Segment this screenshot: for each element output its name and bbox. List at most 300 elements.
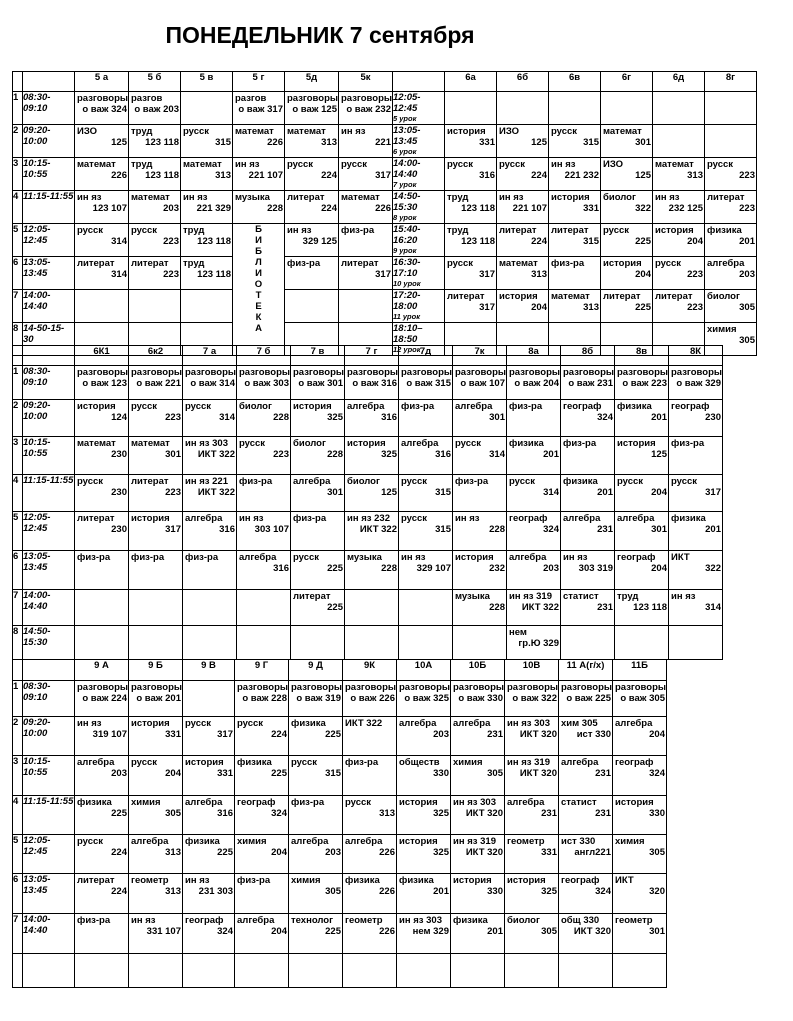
lesson-row: [13, 681, 667, 717]
lesson-room: 204: [687, 236, 703, 247]
lesson-subject: алгебра: [345, 836, 383, 847]
lesson-room: 322: [705, 563, 721, 574]
lesson-time: [23, 914, 75, 954]
lesson-row: [13, 954, 667, 988]
lesson-time: [23, 756, 75, 796]
lesson-cell: [237, 626, 291, 660]
lesson-cell: [397, 914, 451, 954]
lesson-cell: [505, 717, 559, 756]
lesson-subject: разговоры: [401, 367, 452, 378]
lesson-subject: история: [453, 875, 492, 886]
lesson-subject: музыка: [235, 192, 270, 203]
lesson-room: 330: [487, 886, 503, 897]
lesson-subject: разговоры: [345, 682, 396, 693]
lesson-cell: [559, 756, 613, 796]
lesson-cell: [507, 626, 561, 660]
lesson-cell: [345, 437, 399, 475]
lesson-subject: алгебра: [293, 476, 331, 487]
lesson-room: 201: [433, 886, 449, 897]
lesson-room: 231 303: [198, 886, 233, 897]
schedule-grades-6k-7-8: [12, 345, 723, 660]
lesson-cell: [343, 954, 397, 988]
lesson-room: 330: [433, 768, 449, 779]
lesson-subject: ин яз 319: [453, 836, 496, 847]
lesson-subject: статист: [563, 591, 599, 602]
lesson-room: 314: [219, 412, 235, 423]
lesson-subject: алгебра: [615, 718, 653, 729]
lesson-room: о важ 319: [296, 693, 341, 704]
library-letter: Б: [255, 246, 262, 257]
lesson-room: 301: [165, 449, 181, 460]
lesson-room: [613, 966, 666, 977]
lesson-cell: [601, 158, 653, 191]
class-header: 6г: [601, 72, 653, 92]
lesson-subject: [453, 626, 506, 638]
lesson-subject: [399, 590, 452, 602]
lesson-cell: [343, 874, 397, 914]
lesson-cell: [669, 475, 723, 512]
lesson-room: [181, 302, 232, 313]
lesson-room: о важ 125: [292, 104, 337, 115]
lesson-subject: [129, 954, 182, 966]
lesson-row: [13, 914, 667, 954]
lesson-number: [13, 954, 23, 988]
lesson-cell: [549, 224, 601, 257]
lesson-subject: ин яз 303: [399, 915, 442, 926]
lesson-room: о важ 329: [676, 378, 721, 389]
lesson-subject: разговоры: [77, 682, 128, 693]
lesson-time: [23, 92, 75, 125]
lesson-subject: разговоры: [239, 367, 290, 378]
lesson-subject: ин яз: [671, 591, 696, 602]
lesson-room: 313: [165, 886, 181, 897]
lesson-room: 301: [489, 412, 505, 423]
lesson-room: 223: [163, 269, 179, 280]
lesson-cell: [291, 366, 345, 400]
lesson-cell: [615, 626, 669, 660]
lesson-subject: труд: [447, 192, 469, 203]
lesson-time: [393, 158, 445, 191]
lesson-cell: [399, 437, 453, 475]
lesson-room: 203: [739, 269, 755, 280]
lesson-room: 316: [479, 170, 495, 181]
lesson-subject: алгебра: [401, 438, 439, 449]
lesson-cell: [75, 224, 129, 257]
lesson-cell: [183, 590, 237, 626]
lesson-room: [183, 966, 234, 977]
lesson-room: 305: [325, 886, 341, 897]
class-header: 7 в: [291, 346, 345, 366]
lesson-cell: [75, 914, 129, 954]
lesson-subject: ин яз 232: [347, 513, 390, 524]
lesson-subject: разговоры: [671, 367, 722, 378]
lesson-subject: биолог: [293, 438, 326, 449]
class-header: 7 б: [237, 346, 291, 366]
lesson-room: 224: [321, 170, 337, 181]
lesson-cell: [445, 257, 497, 290]
lesson-cell: [75, 874, 129, 914]
lesson-subject: физ-ра: [185, 552, 219, 563]
lesson-time-text: 18:10–18:50: [393, 323, 423, 345]
lesson-cell: [345, 475, 399, 512]
lesson-subject: разговоры: [131, 682, 182, 693]
lesson-cell: [75, 437, 129, 475]
lesson-room: 315: [583, 236, 599, 247]
lesson-subject: русск: [287, 159, 314, 170]
lesson-cell: [653, 158, 705, 191]
lesson-cell: [561, 437, 615, 475]
lesson-time-text: 10:15-10:55: [23, 756, 51, 778]
lesson-cell: [181, 290, 233, 323]
lesson-cell: [451, 756, 505, 796]
lesson-subject: [289, 954, 342, 966]
lesson-cell: [235, 681, 289, 717]
lesson-number: 6: [13, 551, 23, 590]
lesson-cell: [497, 158, 549, 191]
lesson-row: [13, 796, 667, 835]
lesson-room: 201: [739, 236, 755, 247]
lesson-cell: [233, 125, 285, 158]
lesson-cell: [705, 125, 757, 158]
lesson-room: 123 118: [461, 203, 495, 214]
library-letter: К: [255, 312, 262, 323]
lesson-room: 324: [649, 768, 665, 779]
lesson-number: 2: [13, 125, 23, 158]
lesson-room: 125: [531, 137, 547, 148]
lesson-subject: физика: [453, 915, 488, 926]
lesson-subject: [497, 323, 548, 335]
lesson-subject: разговоры: [341, 93, 392, 104]
lesson-room: 316: [219, 524, 235, 535]
lesson-subject: статист: [561, 797, 597, 808]
lesson-subject: труд: [183, 225, 205, 236]
lesson-cell: [615, 400, 669, 437]
lesson-number: 7: [13, 914, 23, 954]
lesson-room: [183, 638, 236, 649]
lesson-cell: [235, 874, 289, 914]
lesson-room: 232 125: [668, 203, 703, 214]
lesson-cell: [505, 954, 559, 988]
lesson-subject: ин яз 319: [509, 591, 552, 602]
lesson-cell: [561, 626, 615, 660]
lesson-cell: [705, 158, 757, 191]
lesson-subject: алгебра: [399, 718, 437, 729]
lesson-subject: физика: [77, 797, 112, 808]
lesson-room: о важ 330: [458, 693, 503, 704]
class-header: 7 г: [345, 346, 399, 366]
lesson-room: 226: [375, 203, 391, 214]
lesson-room: о важ 231: [568, 378, 613, 389]
lesson-subject: разговоры: [617, 367, 668, 378]
lesson-subject: математ: [131, 192, 170, 203]
lesson-cell: [129, 290, 181, 323]
lesson-subject: разговоры: [131, 367, 182, 378]
lesson-cell: [453, 437, 507, 475]
lesson-subject: [235, 954, 288, 966]
lesson-time: [23, 125, 75, 158]
header-row: [13, 660, 667, 681]
lesson-number: 8: [13, 626, 23, 660]
lesson-subject: хим 305: [561, 718, 598, 729]
lesson-room: 315: [583, 137, 599, 148]
lesson-cell: [615, 512, 669, 551]
lesson-cell: [397, 874, 451, 914]
lesson-cell: [183, 796, 235, 835]
lesson-room: 324: [597, 412, 613, 423]
lesson-time: [393, 290, 445, 323]
lesson-cell: [75, 681, 129, 717]
lesson-cell: [183, 551, 237, 590]
lesson-room: [291, 638, 344, 649]
lesson-subject: труд: [447, 225, 469, 236]
lesson-cell: [669, 437, 723, 475]
header-row: [13, 346, 723, 366]
lesson-time: [23, 954, 75, 988]
lesson-subject: разговоры: [77, 93, 128, 104]
lesson-time: [23, 512, 75, 551]
lesson-subject: биолог: [347, 476, 380, 487]
class-header: 6а: [445, 72, 497, 92]
lesson-subject: история: [293, 401, 332, 412]
lesson-subject: математ: [499, 258, 538, 269]
lesson-subject: [505, 954, 558, 966]
lesson-subject: разговоры: [291, 682, 342, 693]
lesson-row: [13, 874, 667, 914]
lesson-room: [129, 302, 180, 313]
lesson-room: 224: [531, 236, 547, 247]
lesson-subject: ин яз 303: [453, 797, 496, 808]
lesson-time-text: 12:05-12:45: [23, 512, 51, 534]
lesson-room: 317: [479, 302, 495, 313]
lesson-subject: математ: [655, 159, 694, 170]
library-letter: И: [255, 268, 262, 279]
lesson-cell: [615, 551, 669, 590]
lesson-room: [343, 966, 396, 977]
class-header: 8б: [561, 346, 615, 366]
lesson-subject: русск: [509, 476, 536, 487]
lesson-cell: [451, 914, 505, 954]
lesson-room: [237, 602, 290, 613]
lesson-room: 301: [651, 524, 667, 535]
lesson-subject: литерат: [77, 875, 115, 886]
lesson-time: [23, 191, 75, 224]
lesson-room: [129, 563, 182, 574]
lesson-subject: биолог: [603, 192, 636, 203]
lesson-number: 5: [13, 835, 23, 874]
class-header: 6к2: [129, 346, 183, 366]
lesson-subject: физ-ра: [401, 401, 435, 412]
lesson-room: 224: [111, 886, 127, 897]
lesson-subject: разговоры: [185, 367, 236, 378]
lesson-time: [23, 437, 75, 475]
lesson-room: 226: [267, 137, 283, 148]
lesson-room: [289, 808, 342, 819]
lesson-time: [23, 475, 75, 512]
lesson-room: 231: [597, 524, 613, 535]
lesson-cell: [289, 717, 343, 756]
lesson-room: 225: [327, 602, 343, 613]
lesson-room: 201: [651, 412, 667, 423]
class-header: 10А: [397, 660, 451, 681]
lesson-subject: ИКТ: [615, 875, 634, 886]
lesson-room: 221 107: [512, 203, 547, 214]
class-header: 9 Г: [235, 660, 289, 681]
lesson-room: [75, 966, 128, 977]
lesson-room: 331: [217, 768, 233, 779]
lesson-subject: труд: [183, 258, 205, 269]
lesson-cell: [397, 756, 451, 796]
lesson-cell: [549, 191, 601, 224]
lesson-subject: история: [131, 718, 170, 729]
lesson-subject: физика: [291, 718, 326, 729]
lesson-time: [23, 290, 75, 323]
lesson-room: [453, 638, 506, 649]
lesson-cell: [601, 257, 653, 290]
lesson-cell: [613, 835, 667, 874]
lesson-time: [23, 224, 75, 257]
lesson-cell: [445, 290, 497, 323]
lesson-room: [237, 638, 290, 649]
lesson-time-text: 09:20-10:00: [23, 125, 51, 147]
lesson-subject: [705, 125, 756, 137]
lesson-period-label: 6 урок: [393, 147, 417, 156]
class-header: 9К: [343, 660, 397, 681]
lesson-time: [23, 626, 75, 660]
lesson-subject: [549, 323, 600, 335]
lesson-cell: [559, 796, 613, 835]
lesson-row: [13, 290, 757, 323]
lesson-row: [13, 551, 723, 590]
lesson-cell: [291, 437, 345, 475]
lesson-subject: ин яз: [499, 192, 524, 203]
lesson-number: 4: [13, 191, 23, 224]
lesson-room: 329 107: [416, 563, 451, 574]
lesson-subject: географ: [671, 401, 710, 412]
lesson-time: [23, 681, 75, 717]
lesson-cell: [129, 626, 183, 660]
lesson-subject: физика: [345, 875, 380, 886]
page-title: ПОНЕДЕЛЬНИК 7 сентября: [165, 22, 475, 48]
lesson-cell: [183, 437, 237, 475]
lesson-cell: [549, 257, 601, 290]
lesson-subject: русск: [341, 159, 368, 170]
lesson-subject: разговоры: [293, 367, 344, 378]
lesson-cell: [613, 914, 667, 954]
lesson-room: 228: [273, 412, 289, 423]
lesson-cell: [669, 551, 723, 590]
lesson-subject: история: [447, 126, 486, 137]
lesson-subject: [445, 323, 496, 335]
lesson-room: [345, 602, 398, 613]
lesson-subject: разговоры: [563, 367, 614, 378]
lesson-cell: [339, 125, 393, 158]
lesson-room: о важ 201: [136, 693, 181, 704]
lesson-room: 231: [595, 808, 611, 819]
lesson-cell: [559, 717, 613, 756]
lesson-cell: [129, 125, 181, 158]
lesson-cell: [451, 717, 505, 756]
class-header: 5 в: [181, 72, 233, 92]
lesson-cell: [75, 626, 129, 660]
lesson-subject: физ-ра: [239, 476, 273, 487]
lesson-room: 319 107: [92, 729, 127, 740]
lesson-subject: ин яз: [235, 159, 260, 170]
library-letter: Т: [255, 290, 262, 301]
lesson-cell: [345, 551, 399, 590]
lesson-cell: [237, 437, 291, 475]
lesson-room: 313: [687, 170, 703, 181]
lesson-subject: разговоры: [455, 367, 506, 378]
lesson-room: 225: [635, 302, 651, 313]
lesson-room: [561, 638, 614, 649]
lesson-cell: [561, 512, 615, 551]
lesson-cell: [615, 437, 669, 475]
lesson-subject: алгебра: [291, 836, 329, 847]
lesson-room: 123 118: [461, 236, 495, 247]
lesson-subject: ин яз: [185, 875, 210, 886]
lesson-cell: [129, 914, 183, 954]
lesson-subject: ин яз: [77, 192, 102, 203]
lesson-cell: [399, 551, 453, 590]
lesson-cell: [505, 756, 559, 796]
lesson-time-text: 13:05-13:45: [23, 551, 51, 573]
lesson-subject: географ: [617, 552, 656, 563]
lesson-time: [23, 717, 75, 756]
lesson-cell: [343, 756, 397, 796]
lesson-room: 123 118: [145, 137, 179, 148]
lesson-subject: географ: [563, 401, 602, 412]
lesson-time-text: 17:20-18:00: [393, 290, 421, 312]
lesson-subject: разговоры: [507, 682, 558, 693]
lesson-cell: [183, 512, 237, 551]
lesson-subject: алгебра: [239, 552, 277, 563]
lesson-cell: [75, 366, 129, 400]
lesson-cell: [183, 717, 235, 756]
lesson-subject: физ-ра: [671, 438, 705, 449]
lesson-room: [285, 269, 338, 280]
lesson-subject: химия: [237, 836, 267, 847]
lesson-time: [23, 366, 75, 400]
lesson-room: 231: [487, 729, 503, 740]
lesson-room: 204: [649, 729, 665, 740]
lesson-room: о важ 228: [242, 693, 287, 704]
lesson-cell: [285, 125, 339, 158]
lesson-room: [615, 638, 668, 649]
lesson-cell: [129, 257, 181, 290]
lesson-time-text: 14:00-14:40: [23, 590, 51, 612]
lesson-subject: физ-ра: [291, 797, 325, 808]
lesson-room: 204: [651, 487, 667, 498]
lesson-room: [549, 269, 600, 280]
lesson-subject: [653, 125, 704, 137]
lesson-subject: [653, 92, 704, 104]
lesson-cell: [129, 92, 181, 125]
lesson-subject: труд: [617, 591, 639, 602]
lesson-subject: технолог: [291, 915, 334, 926]
lesson-time: [23, 400, 75, 437]
lesson-subject: [345, 626, 398, 638]
lesson-subject: русск: [131, 401, 158, 412]
class-header: 9 А: [75, 660, 129, 681]
lesson-subject: [75, 290, 128, 302]
lesson-room: 313: [165, 847, 181, 858]
lesson-cell: [399, 400, 453, 437]
lesson-room: о важ 305: [620, 693, 665, 704]
lesson-subject: физика: [707, 225, 742, 236]
lesson-room: 316: [435, 449, 451, 460]
lesson-room: [497, 104, 548, 115]
lesson-subject: русск: [183, 126, 210, 137]
